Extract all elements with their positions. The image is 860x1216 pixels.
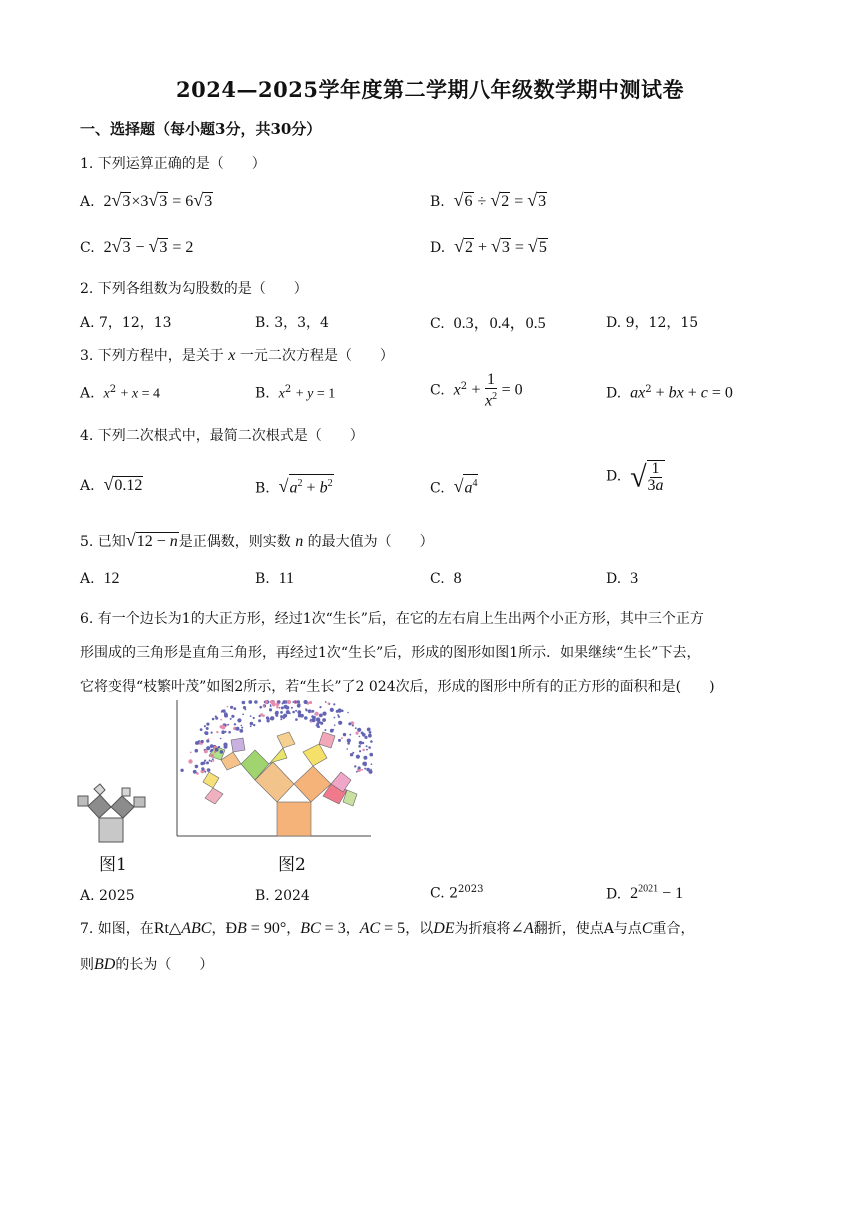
leaf-dot [368,770,372,774]
leaf-dot [266,716,269,719]
q4-option-a: A. √0.12 [80,474,143,494]
leaf-dot [362,749,365,752]
leaf-dot [348,722,351,725]
q1-option-c: C. 2√3 − √3 = 2 [80,236,194,256]
leaf-dot [368,746,371,749]
q6-option-b: B. 2024 [255,888,310,904]
leaf-dot [327,702,329,704]
leaf-dot [322,712,326,716]
leaf-dot [224,731,226,733]
q1-option-d: D. √2 + √3 = √5 [430,236,547,256]
leaf-dot [333,703,335,705]
leaf-dot [297,700,300,703]
q6-line-3: 它将变得“枝繁叶茂”如图2所示，若“生长”了2 024次后，形成的图形中所有的正方形的面积和是( ) [80,679,715,695]
leaf-dot [206,761,209,764]
leaf-dot [195,765,199,769]
leaf-dot [363,762,367,766]
figure-2-caption: 图2 [278,855,306,875]
leaf-dot [228,731,231,734]
leaf-dot [270,704,272,706]
leaf-dot [292,701,294,703]
leaf-dot [243,706,246,709]
leaf-dot [347,712,349,714]
leaf-dot [269,708,272,711]
leaf-dot [366,749,368,751]
leaf-dot [209,760,211,762]
question-6-stem [80,602,782,704]
leaf-dot [352,752,354,754]
question-3-stem: 3. 下列方程中，是关于 x 一元二次方程是（ ） [80,347,394,364]
leaf-dot [359,736,361,738]
leaf-dot [237,718,241,722]
q5-option-b: B. 11 [255,570,295,587]
q6-line-2: 形围成的三角形是直角三角形，再经过1次“生长”后，形成的图形如图1所示．如果继续“生长”下去， [80,645,701,661]
leaf-dot [236,727,240,731]
q4-option-d: D. √ $\frac{1}{3a}$ [606,460,664,494]
leaf-dot [230,718,232,720]
leaf-dot [295,718,298,721]
leaf-dot [193,770,197,774]
leaf-dot [218,746,220,748]
leaf-dot [180,769,183,772]
leaf-dot [233,707,236,710]
leaf-dot [358,766,361,769]
question-2-stem: 2. 下列各组数为勾股数的是（ ） [80,281,308,297]
leaf-dot [319,706,321,708]
page-title: 2024—2025学年度第二学期八年级数学期中测试卷 [176,77,684,102]
leaf-dot [204,771,206,773]
leaf-dot [337,714,339,716]
leaf-dot [275,712,277,714]
q4-option-b: B. $√a^2 + b^2$ [255,474,334,497]
leaf-dot [334,717,336,719]
leaf-dot [334,724,336,726]
leaf-dot [231,715,234,718]
leaf-dot [370,769,372,771]
leaf-dot [300,714,304,718]
leaf-dot [343,733,346,736]
q3-option-a: A. $x^2 + x = 4$ [80,384,161,402]
leaf-dot [280,718,282,720]
leaf-dot [368,734,372,738]
leaf-dot [276,706,279,709]
leaf-dot [253,724,255,726]
leaf-dot [312,710,315,713]
leaf-dot [315,712,319,716]
question-7-line-1: 7. 如图，在Rt△ABC，ÐB = 90°，BC = 3，AC = 5，以DE为折痕将∠A翻折，使点A与点C重合， [80,920,695,937]
q2-option-c: C. 0.3，0.4，0.5 [430,315,546,332]
leaf-dot [347,739,351,743]
leaf-dot [195,741,199,745]
leaf-dot [280,715,283,718]
leaf-dot [215,748,219,752]
leaf-dot [204,750,208,754]
leaf-dot [324,729,326,731]
leaf-dot [356,755,360,759]
leaf-dot [210,754,214,758]
q6-option-c: C. $2^{2023}$ [430,884,484,902]
q6-line-1: 6. 有一个边长为1的大正方形，经过1次“生长”后，在它的左右肩上生出两个小正方形，其中三个正方 [80,611,704,627]
leaf-dot [316,717,320,721]
section-heading: 一、选择题（每小题3分，共30分） [80,120,322,138]
leaf-dot [272,700,275,703]
leaf-dot [279,707,281,709]
q6-option-d: D. $2^{2021} - 1$ [606,884,684,903]
leaf-dot [242,714,244,716]
leaf-dot [221,725,225,729]
leaf-dot [304,716,308,720]
q1-option-a: A. 2√3×3√3 = 6√3 [80,190,213,210]
leaf-dot [364,768,366,770]
leaf-dot [220,738,222,740]
question-1-stem: 1. 下列运算正确的是（ ） [80,156,266,172]
leaf-dot [283,714,287,718]
leaf-dot [226,724,228,726]
leaf-dot [330,708,334,712]
leaf-dot [190,752,192,754]
leaf-dot [263,705,265,707]
q2-option-b: B. 3，3，4 [255,315,329,331]
leaf-dot [212,718,215,721]
leaf-dot [204,725,206,727]
leaf-dot [250,722,254,726]
leaf-dot [312,716,316,720]
leaf-dot [216,731,218,733]
leaf-dot [211,732,213,734]
leaf-dot [254,700,258,704]
leaf-dot [349,734,351,736]
leaf-dot [297,710,301,714]
leaf-dot [220,750,224,754]
q5-option-d: D. 3 [606,570,639,587]
leaf-dot [364,736,367,739]
leaf-dot [253,717,255,719]
leaf-dot [200,728,203,731]
leaf-dot [291,707,293,709]
leaf-dot [358,745,361,748]
leaf-dot [277,700,280,703]
leaf-dot [371,763,373,765]
leaf-dot [221,730,225,734]
leaf-dot [205,731,209,735]
leaf-dot [336,710,339,713]
leaf-dot [319,714,323,718]
leaf-dot [330,729,334,733]
leaf-dot [317,725,320,728]
leaf-dot [203,762,206,765]
leaf-dot [227,706,229,708]
leaf-dot [241,727,243,729]
leaf-dot [304,700,308,704]
leaf-dot [338,721,342,725]
leaf-dot [239,729,243,733]
leaf-dot [250,715,252,717]
leaf-dot [202,769,204,771]
leaf-dot [224,712,228,716]
leaf-dot [370,740,373,743]
leaf-dot [325,701,327,703]
figure-2-fractal-tree [173,700,373,838]
leaf-dot [338,739,341,742]
q3-option-d: D. $ax^2$ + bx + c = 0 [606,384,733,402]
leaf-dot [309,701,312,704]
leaf-dot [357,728,361,732]
leaf-dot [286,706,290,710]
leaf-dot [305,708,307,710]
leaf-dot [287,700,291,704]
q2-option-d: D. 9，12，15 [606,315,699,331]
leaf-dot [292,711,295,714]
q5-option-c: C. 8 [430,570,462,587]
q5-option-a: A. 12 [80,570,120,587]
leaf-dot [204,760,206,762]
q4-option-c: C. $√a^4$ [430,474,478,497]
leaf-dot [234,723,236,725]
leaf-dot [201,740,204,743]
leaf-dot [250,725,252,727]
q6-option-a: A. 2025 [80,888,135,904]
leaf-dot [259,706,262,709]
figure-1-pythagoras-tree [74,776,154,844]
leaf-dot [362,733,366,737]
leaf-dot [215,715,217,717]
leaf-dot [206,746,210,750]
leaf-dot [295,710,297,712]
leaf-dot [242,701,246,705]
leaf-dot [297,704,301,708]
q1-option-b: B. √6 ÷ √2 = √3 [430,190,547,210]
leaf-dot [210,749,213,752]
leaf-dot [294,701,296,703]
leaf-dot [310,719,312,721]
leaf-dot [359,741,363,745]
question-4-stem: 4. 下列二次根式中，最简二次根式是（ ） [80,428,364,444]
leaf-dot [361,769,363,771]
leaf-dot [220,719,222,721]
leaf-dot [210,744,214,748]
leaf-dot [267,719,270,722]
leaf-dot [206,727,209,730]
leaf-dot [346,748,348,750]
leaf-dot [211,760,213,762]
leaf-dot [369,731,372,734]
figure-1-caption: 图1 [99,855,127,875]
leaf-dot [367,728,371,732]
leaf-dot [230,706,233,709]
q2-option-a: A. 7，12，13 [80,315,172,331]
leaf-dot [221,710,224,713]
leaf-dot [264,701,266,703]
leaf-dot [188,759,192,763]
leaf-dot [248,700,252,704]
leaf-dot [208,738,210,740]
question-5-stem: 5. 已知√12 − n是正偶数，则实数 n 的最大值为（ ） [80,530,434,550]
q3-option-c: C. $x^2$ + $\frac{1}{x^2}$ = 0 [430,371,523,410]
leaf-dot [355,727,357,729]
leaf-dot [269,718,271,720]
leaf-dot [356,732,359,735]
leaf-dot [212,760,214,762]
leaf-dot [341,737,343,739]
leaf-dot [366,745,368,747]
leaf-dot [241,725,243,727]
leaf-dot [224,745,228,749]
leaf-dot [322,718,326,722]
leaf-dot [206,723,209,726]
leaf-dot [359,750,361,752]
question-7-line-2: 则BD的长为（ ） [80,956,214,973]
leaf-dot [281,706,284,709]
leaf-dot [286,710,290,714]
leaf-dot [369,753,373,757]
leaf-dot [363,756,367,760]
leaf-dot [260,713,263,716]
leaf-dot [207,768,211,772]
q3-option-b: B. $x^2 + y = 1$ [255,384,336,402]
leaf-dot [258,719,261,722]
leaf-dot [354,765,356,767]
leaf-dot [195,749,199,753]
leaf-dot [280,711,283,714]
